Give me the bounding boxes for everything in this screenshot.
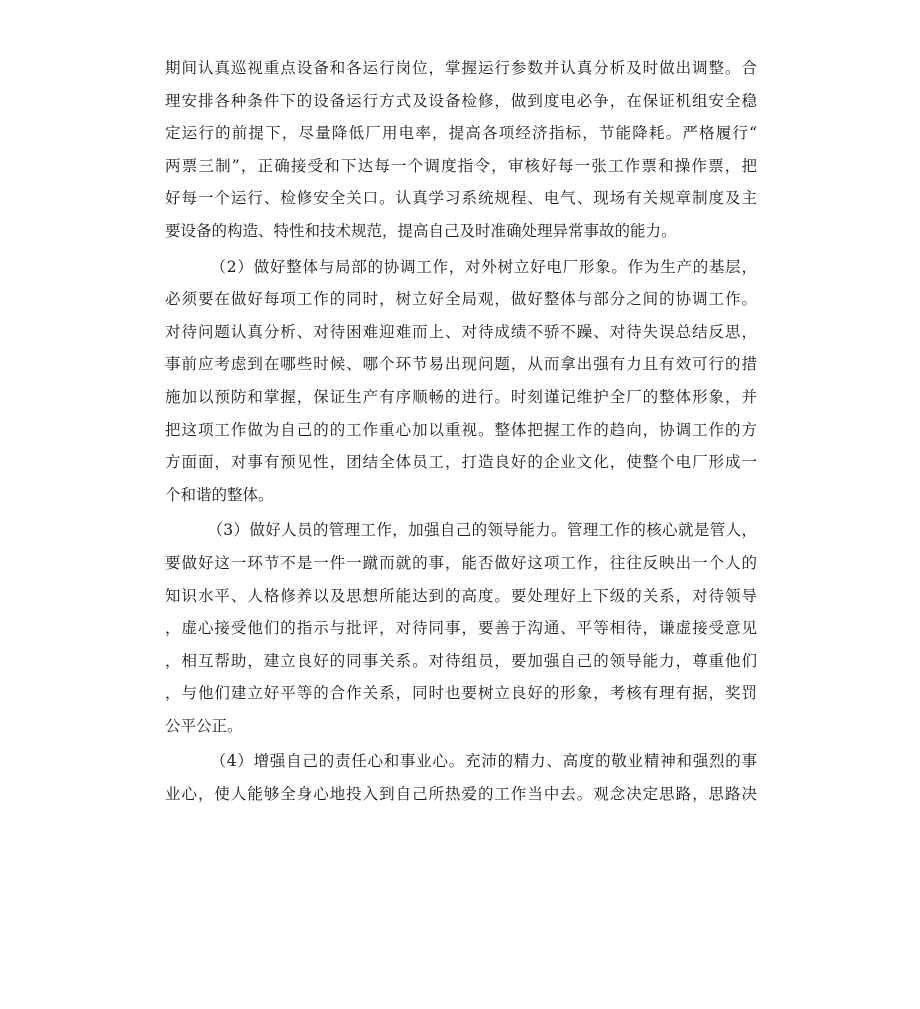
text-line: 把这项工作做为自己的的工作重心加以重视。整体把握工作的趋向，协调工作的方 <box>165 420 757 439</box>
text-line: 知识水平、人格修养以及思想所能达到的高度。要处理好上下级的关系，对待领导 <box>165 586 757 605</box>
text-line: 两票三制”，正确接受和下达每一个调度指令，审核好每一张工作票和操作票，把 <box>165 156 757 175</box>
text-line: 好每一个运行、检修安全关口。认真学习系统规程、电气、现场有关规章制度及主 <box>165 189 757 208</box>
text-line: ，与他们建立好平等的合作关系，同时也要树立良好的形象，考核有理有据，奖罚 <box>165 684 757 703</box>
text-line: 施加以预防和掌握，保证生产有序顺畅的进行。时刻谨记维护全厂的整体形象，并 <box>165 387 757 406</box>
paragraph-1 <box>165 52 757 248</box>
text-line: ，虚心接受他们的指示与批评，对待同事，要善于沟通、平等相待，谦虚接受意见 <box>165 619 757 638</box>
text-line: （2）做好整体与局部的协调工作，对外树立好电厂形象。作为生产的基层， <box>165 257 757 276</box>
text-line: （3）做好人员的管理工作，加强自己的领导能力。管理工作的核心就是管人， <box>165 521 757 540</box>
text-line: 要做好这一环节不是一件一蹴而就的事，能否做好这项工作，往往反映出一个人的 <box>165 553 757 572</box>
text-line: 个和谐的整体。 <box>165 485 274 504</box>
text-line: 公平公正。 <box>165 716 243 735</box>
text-line: 定运行的前提下，尽量降低厂用电率，提高各项经济指标，节能降耗。严格履行“ <box>165 124 757 143</box>
text-line: 业心，使人能够全身心地投入到自己所热爱的工作当中去。观念决定思路，思路决 <box>165 785 757 804</box>
paragraph-3 <box>165 514 757 742</box>
paragraph-4 <box>165 745 757 810</box>
text-line: ，相互帮助，建立良好的同事关系。对待组员，要加强自己的领导能力，尊重他们 <box>165 651 757 670</box>
text-line: 方面面，对事有预见性，团结全体员工，打造良好的企业文化，使整个电厂形成一 <box>165 453 757 472</box>
text-line: （4）增强自己的责任心和事业心。充沛的精力、高度的敬业精神和强烈的事 <box>165 752 757 771</box>
text-line: 对待问题认真分析、对待困难迎难而上、对待成绩不骄不躁、对待失误总结反思， <box>165 322 757 341</box>
text-line: 必须要在做好每项工作的同时，树立好全局观，做好整体与部分之间的协调工作。 <box>165 290 757 309</box>
text-line: 要设备的构造、特性和技术规范，提高自己及时准确处理异常事故的能力。 <box>165 221 677 240</box>
text-line: 事前应考虑到在哪些时候、哪个环节易出现问题，从而拿出强有力且有效可行的措 <box>165 355 757 374</box>
paragraph-2 <box>165 251 757 512</box>
text-line: 期间认真巡视重点设备和各运行岗位，掌握运行参数并认真分析及时做出调整。合 <box>165 59 757 77</box>
text-line: 理安排各种条件下的设备运行方式及设备检修，做到度电必争，在保证机组安全稳 <box>165 91 757 110</box>
document-body <box>165 52 757 814</box>
